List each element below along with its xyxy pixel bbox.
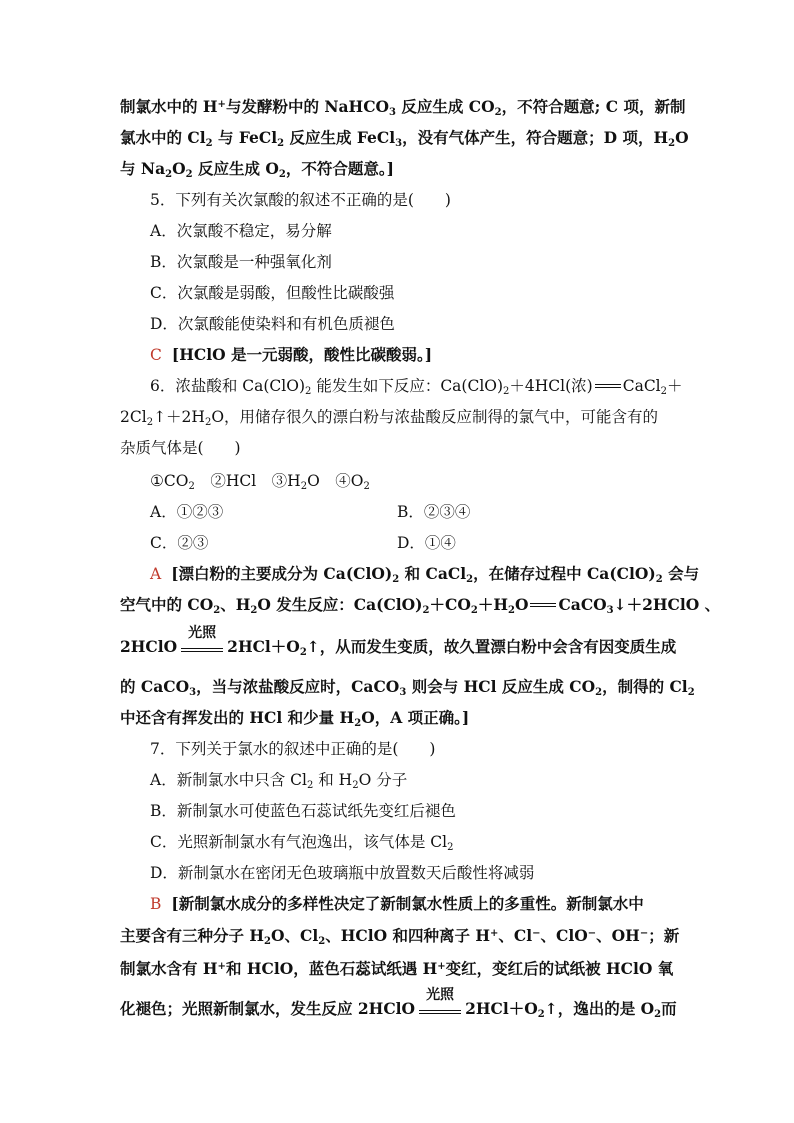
equals-sign — [595, 375, 621, 397]
q6-option-a: A．①②③ — [150, 503, 224, 521]
intro-line-3: 与 $Na_2O_2$ 反应生成 $O_2$，不符合题意。] — [120, 159, 394, 180]
q6-answer-letter: A — [150, 565, 162, 583]
q6-stem-line-1: 6．浓盐酸和 $Ca(ClO)_2$ 能发生如下反应：$Ca(ClO)_2+4HCl$(浓) CaCl$_2$＋ — [150, 377, 683, 397]
q6-stem-line-3: 杂质气体是( ) — [120, 439, 241, 457]
q7-option-c: C．光照新制氯水有气泡逸出，该气体是 $Cl_2$ — [150, 833, 454, 853]
q6-options-row-1 — [0, 501, 794, 523]
q6-explain-line-4: 的 CaCO$_3$，当与浓盐酸反应时，CaCO$_3$ 则会与 HCl 反应生成 $CO_2$，制得的 $Cl_2$ — [120, 677, 695, 698]
q7-answer-letter: B — [150, 895, 162, 913]
q5-option-b: B．次氯酸是一种强氧化剂 — [150, 253, 332, 271]
q7-option-a: A．新制氯水中只含 $Cl_2$ 和 $H_2O$ 分子 — [150, 771, 408, 791]
q7-explain-line-1: B [新制氯水成分的多样性决定了新制氯水性质上的多重性。新制氯水中 — [150, 894, 644, 913]
q6-option-b: B．②③④ — [397, 503, 471, 521]
q5-answer — [0, 344, 794, 366]
q6-explain-line-5: 中还含有挥发出的 HCl 和少量 $H_2O$，A 项正确。] — [120, 708, 470, 729]
q6-option-c: C．②③ — [150, 534, 209, 552]
q5-option-c: C．次氯酸是弱酸，但酸性比碳酸强 — [150, 284, 395, 302]
q6-explain-line-1: A [漂白粉的主要成分为 $Ca(ClO)_2$ 和 CaCl$_2$，在储存过程中 $Ca(ClO)_2$ 会与 — [150, 564, 700, 585]
equals-sign — [530, 594, 556, 616]
q5-stem: 5．下列有关次氯酸的叙述不正确的是( ) — [150, 191, 451, 209]
intro-line-1: 制氯水中的 H+与发酵粉中的 NaHCO$_3$ 反应生成 $CO_2$，不符合题意; C 项，新制 — [120, 97, 686, 118]
q7-explain-line-2: 主要含有三种分子 $H_2O$、$Cl_2$、HClO 和四种离子 H+、Cl−、ClO−、OH−；新 — [120, 926, 680, 947]
q6-items: $①CO_2$ ②HCl $③H_2O$ $④O_2$ — [150, 472, 370, 492]
intro-line-2: 氯水中的 $Cl_2$ 与 FeCl$_2$ 反应生成 FeCl$_3$，没有气体产生，符合题意；D 项，$H_2O$ — [120, 128, 689, 149]
q7-option-b: B．新制氯水可使蓝色石蕊试纸先变红后褪色 — [150, 802, 456, 820]
q6-options-row-2 — [0, 532, 794, 554]
q5-option-d: D．次氯酸能使染料和有机色质褪色 — [150, 315, 395, 333]
q6-stem-line-2: $2Cl_2↑+2H_2O$，用储存很久的漂白粉与浓盐酸反应制得的氯气中，可能含有的 — [120, 408, 659, 428]
reaction-condition-arrow: 光照 — [181, 636, 223, 658]
q6-explain-line-3: 2HClO 光照 $2HCl+O_2↑$，从而发生变质，故久置漂白粉中会含有因变质生成 — [120, 625, 677, 658]
q5-answer-letter: C — [150, 346, 162, 364]
q6-explain-line-2: 空气中的 $CO_2$、$H_2O$ 发生反应：$Ca(ClO)_2+CO_2+H_2O$ CaCO$_3$↓＋2HClO 、 — [120, 595, 721, 616]
q7-stem: 7．下列关于氯水的叙述中正确的是( ) — [150, 740, 436, 758]
q7-option-d: D．新制氯水在密闭无色玻璃瓶中放置数天后酸性将减弱 — [150, 864, 535, 882]
q7-explain-line-3: 制氯水含有 H+和 HClO，蓝色石蕊试纸遇 H+变红，变红后的试纸被 HClO 氧 — [120, 959, 674, 978]
q5-option-a: A．次氯酸不稳定，易分解 — [150, 222, 332, 240]
q5-explanation: [HClO 是一元弱酸，酸性比碳酸弱。] — [171, 345, 433, 364]
q7-explain-line-4: 化褪色；光照新制氯水，发生反应 2HClO 光照 $2HCl+O_2↑$，逸出的是 $O_2$而 — [120, 987, 677, 1020]
reaction-condition-arrow: 光照 — [419, 998, 461, 1020]
q6-option-d: D．①④ — [397, 534, 456, 552]
